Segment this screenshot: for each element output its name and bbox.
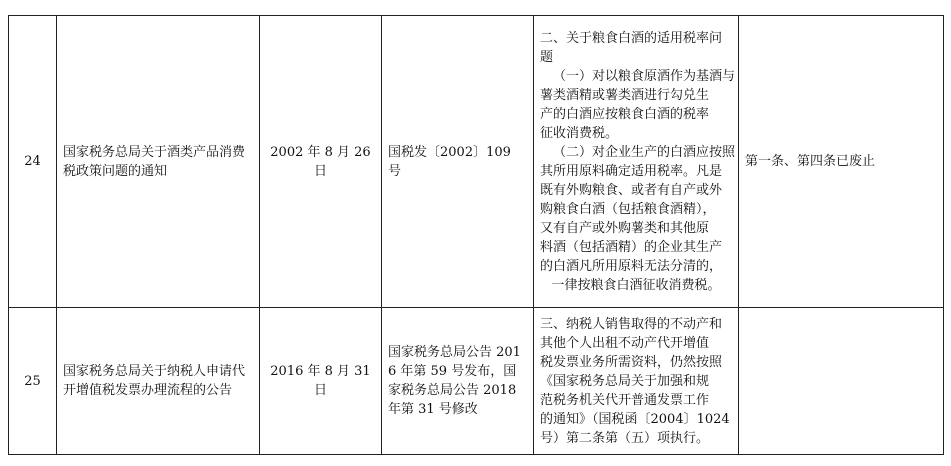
provision-line: 征收消费税。 — [540, 125, 619, 141]
provision-line: 其他个人出租不动产代开增值 — [540, 335, 710, 351]
provision-line: 范税务机关代开普通发票工作 — [540, 392, 710, 408]
provision-line: 产的白酒应按粮食白酒的税率 — [540, 106, 710, 122]
issue-date: 2002 年 8 月 26 日 — [260, 16, 382, 308]
regulation-table — [8, 15, 944, 455]
provision-line: 三、纳税人销售取得的不动产和 — [540, 316, 723, 332]
provision-line: 购粮食白酒（包括粮食酒精）， — [540, 201, 716, 217]
provision-line: （二）对企业生产的白酒应按照 — [553, 144, 736, 160]
table-row — [9, 308, 944, 455]
row-number: 24 — [9, 16, 57, 308]
provision-line: 《国家税务总局关于加强和规 — [540, 373, 710, 389]
issue-date: 2016 年 8 月 31 日 — [260, 308, 382, 455]
provision-text — [534, 16, 739, 308]
provision-line: 的通知》（国税函〔2004〕1024 — [540, 411, 730, 427]
provision-line: 其所用原料确定适用税率。凡是 — [540, 163, 723, 179]
provision-line: 既有外购粮食、或者有自产或外 — [540, 182, 723, 198]
document-number: 国税发〔2002〕109 号 — [382, 16, 534, 308]
provision-line: 又有自产或外购薯类和其他原 — [540, 220, 710, 236]
document-title: 国家税务总局关于酒类产品消费税政策问题的通知 — [57, 16, 260, 308]
provision-line: 薯类酒精或薯类酒进行勾兑生 — [540, 87, 710, 103]
table-row — [9, 16, 944, 308]
provision-text — [534, 308, 739, 455]
row-number: 25 — [9, 308, 57, 455]
provision-line: 号）第二条第（五）项执行。 — [540, 430, 710, 446]
document-title: 国家税务总局关于纳税人申请代开增值税发票办理流程的公告 — [57, 308, 260, 455]
provision-line: 的白酒凡所用原料无法分清的， — [540, 258, 723, 274]
provision-line: （一）对以粮食原酒作为基酒与 — [553, 68, 736, 84]
provision-line: 一律按粮食白酒征收消费税。 — [551, 277, 721, 293]
validity-status — [739, 308, 944, 455]
provision-line: 题 — [540, 49, 554, 65]
provision-line: 料酒（包括酒精）的企业其生产 — [540, 239, 723, 255]
validity-status: 第一条、第四条已废止 — [739, 16, 944, 308]
document-number: 国家税务总局公告 2016 年第 59 号发布，国家税务总局公告 2018 年第 31 号修改 — [382, 308, 534, 455]
provision-line: 二、关于粮食白酒的适用税率问 — [540, 30, 723, 46]
provision-line: 税发票业务所需资料，仍然按照 — [540, 354, 723, 370]
